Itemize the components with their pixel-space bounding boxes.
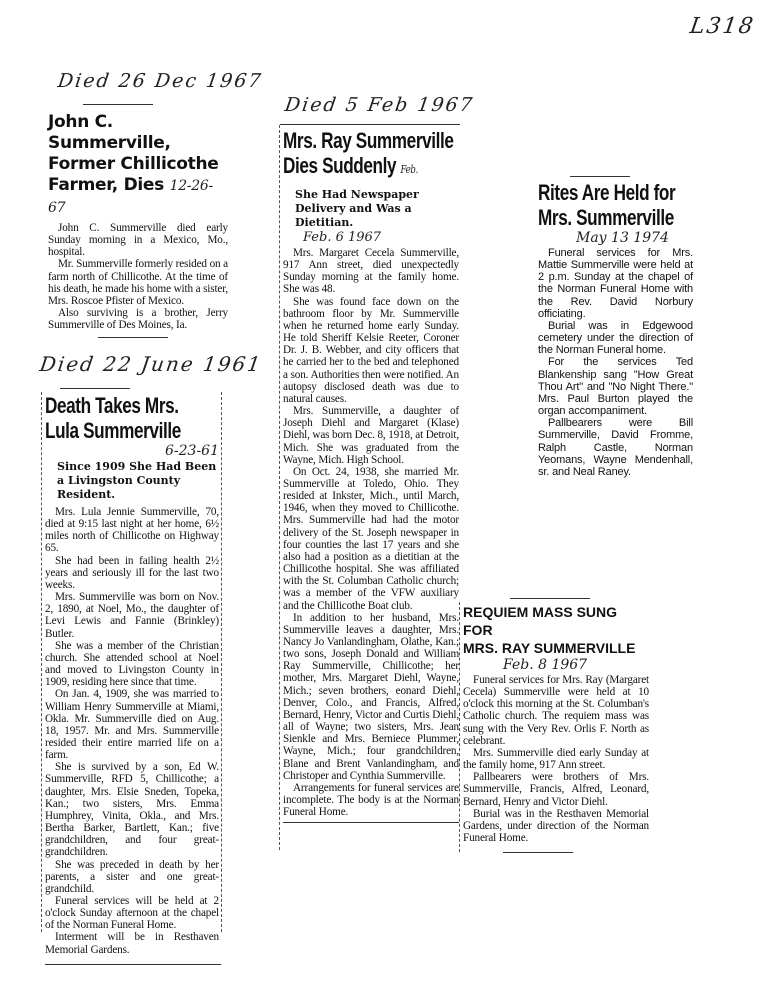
paragraph: On Oct. 24, 1938, she married Mr. Summerville at Toledo, Ohio. They resided at Inkster, Mich., until March, 1946, when they moved to Chillicothe. Mrs. Summerville had had the motor delivery of the St. Joseph newspaper in four counties the last 17 years and she also had a position as a dietitian at the Chillicothe hospital. She was affiliated with the St. Columban Catholic church; was a member of the VFW auxiliary and the Chillicothe Boat club. bbox=[283, 465, 459, 612]
headline bbox=[45, 393, 181, 443]
article-body bbox=[538, 247, 693, 478]
headline-line: Dies Suddenly bbox=[283, 153, 397, 178]
paragraph: Funeral services will be held at 2 o'clock Sunday afternoon at the chapel of the Norman Funeral Home. bbox=[45, 895, 219, 932]
paragraph: Funeral services for Mrs. Mattie Summerville were held at 2 p.m. Sunday at the chapel of the Norman Funeral Home with the Rev. David Norbury officiating. bbox=[538, 247, 693, 320]
handwritten-annotation: Feb. bbox=[400, 163, 418, 176]
headline-line: Mrs. Ray Summerville bbox=[283, 128, 454, 153]
headline-line: Farmer, Dies bbox=[48, 175, 164, 195]
clipping-ray-summerville bbox=[283, 128, 459, 823]
paragraph: Mrs. Summerville, a daughter of Joseph Diehl and Margaret (Klase) Diehl, was born Dec. 8, 1918, at Detroit, Mich. She was graduated from the Wayne, Mich. High School. bbox=[283, 405, 459, 466]
paragraph: In addition to her husband, Mrs. Summerville leaves a daughter, Mrs. Nancy Jo Vanlandingham, Olathe, Kan.; two sons, Joseph Donald and William Ray Summerville, Chillicothe; her mother, Mrs. Margaret Diehl, Wayne, Mich.; seven brothers, eonard Diehl, Denver, Colo., and Francis, Alfred, Bernard, Henry, Victor and Curtis Diehl, all of Wayne; two sisters, Mrs. Jean Sienkle and Mrs. Berniece Plummer, Wayne, Mich.; four grandchildren, Blane and Brent Vanlandingham, and Christoper and Cynthia Summerville. bbox=[283, 611, 459, 782]
paragraph: Mrs. Margaret Cecela Summerville, 917 Ann street, died unexpectedly Sunday morning at the family home. She was 48. bbox=[283, 247, 459, 296]
clipping-lula-summerville bbox=[45, 393, 219, 965]
paragraph: Burial was in the Resthaven Memorial Gardens, under direction of the Norman Funeral Home. bbox=[463, 807, 649, 845]
headline-line: Former Chillicothe bbox=[48, 154, 219, 174]
handwritten-annotation: Feb. 8 1967 bbox=[503, 657, 588, 673]
article-body bbox=[283, 247, 459, 818]
handwritten-death-date: Died 5 Feb 1967 bbox=[283, 94, 476, 116]
paragraph: Funeral services for Mrs. Ray (Margaret Cecela) Summerville were held at 10 o'clock this morning at the St. Columban's Catholic church. The requiem mass was sung with the Very Rev. Orlis F. North as celebrant. bbox=[463, 674, 649, 747]
paragraph: Pallbearers were Bill Summerville, David Fromme, Ralph Castle, Norman Yeomans, Wayne Mendenhall, sr. and Neal Raney. bbox=[538, 417, 693, 478]
paragraph: Mrs. Summerville was born on Nov. 2, 1890, at Noel, Mo., the daughter of Levi Lewis and Fannie (Brinkley) Butler. bbox=[45, 591, 219, 640]
article-body bbox=[45, 506, 219, 956]
paragraph: She was preceded in death by her parents, a sister and one great-grandchild. bbox=[45, 858, 219, 895]
handwritten-annotation: 6-23-61 bbox=[165, 443, 219, 459]
paragraph: Interment will be in Resthaven Memorial Gardens. bbox=[45, 931, 219, 956]
paragraph: Mrs. Lula Jennie Summerville, 70, died at 9:15 last night at her home, 6½ miles north of Chillicothe on Highway 65. bbox=[45, 506, 219, 555]
paragraph: Mrs. Summerville died early Sunday at the family home, 917 Ann street. bbox=[463, 746, 649, 772]
headline-line: Lula Summerville bbox=[45, 418, 181, 443]
paragraph: Also surviving is a brother, Jerry Summerville of Des Moines, Ia. bbox=[48, 307, 228, 332]
paragraph: John C. Summerville died early Sunday morning in a Mexico, Mo., hospital. bbox=[48, 222, 228, 259]
paragraph: For the services Ted Blankenship sang "How Great Thou Art" and "No Night There." Mrs. Paul Burton played the organ accompaniment. bbox=[538, 356, 693, 418]
paragraph: Burial was in Edgewood cemetery under the direction of the Norman Funeral home. bbox=[538, 319, 693, 357]
paragraph: She is survived by a son, Ed W. Summerville, RFD 5, Chillicothe; a daughter, Mrs. Elsie Sneden, Topeka, Kan.; two sisters, Mrs. Emma Humphrey, Vinita, Okla., and Mrs. Bertha Barker, Bartlett, Kan.; five grandchildren, and four great-grandchildren. bbox=[45, 761, 219, 859]
paragraph: She was found face down on the bathroom floor by Mr. Summerville when he returned home early Sunday. He told Sheriff Kelsie Reeter, Coroner Dr. J. B. Webber, and city officers that he carried her to the bed and telephoned a son. Authorities then were notified. An autopsy disclosed death was due to natural causes. bbox=[283, 295, 459, 405]
article-body bbox=[48, 222, 228, 331]
paragraph: She had been in failing health 2½ years and seriously ill for the last two weeks. bbox=[45, 554, 219, 591]
headline bbox=[538, 180, 676, 230]
headline-line: John C. Summerville, bbox=[48, 112, 171, 153]
handwritten-death-date: Died 22 June 1961 bbox=[38, 352, 264, 376]
subheadline: She Had Newspaper Delivery and Was a Dietitian. bbox=[295, 188, 419, 229]
subheadline: Since 1909 She Had Been a Livingston County Resident. bbox=[57, 460, 217, 501]
headline-line: Death Takes Mrs. bbox=[45, 393, 179, 418]
paragraph: Mr. Summerville formerly resided on a farm north of Chillicothe. At the time of his death, he made his home with a sister, Mrs. Roscoe Pfister of Mexico. bbox=[48, 258, 228, 307]
paragraph: Pallbearers were brothers of Mrs. Summerville, Francis, Alfred, Leonard, Bernard, Henry and Victor Diehl. bbox=[463, 771, 649, 808]
paragraph: Arrangements for funeral services are incomplete. The body is at the Norman Funeral Home. bbox=[283, 781, 459, 819]
handwritten-annotation: May 13 1974 bbox=[576, 230, 669, 246]
handwritten-death-date: Died 26 Dec 1967 bbox=[56, 70, 265, 92]
headline-line: Mrs. Summerville bbox=[538, 205, 674, 230]
page-number-handwritten: L318 bbox=[688, 14, 757, 39]
headline-line: MRS. RAY SUMMERVILLE bbox=[463, 640, 636, 656]
headline-line: REQUIEM MASS SUNG FOR bbox=[463, 604, 618, 638]
handwritten-annotation: Feb. 6 1967 bbox=[303, 230, 382, 245]
paragraph: On Jan. 4, 1909, she was married to William Henry Summerville at Miami, Okla. Mr. Summerville died on Aug. 18, 1957. Mr. and Mrs. Summerville resided their entire married life on a farm. bbox=[45, 688, 219, 762]
clipping-john-summerville bbox=[48, 100, 228, 338]
headline bbox=[463, 603, 649, 657]
handwritten-annotation: 12-26-67 bbox=[48, 178, 213, 216]
headline bbox=[48, 112, 228, 219]
clipping-requiem-mass bbox=[463, 603, 649, 853]
paragraph: She was a member of the Christian church. She attended school at Noel and moved to Livingston County in 1909, residing here since that time. bbox=[45, 639, 219, 689]
article-body bbox=[463, 674, 649, 844]
clipping-rites-mattie-summerville bbox=[538, 180, 693, 478]
headline-line: Rites Are Held for bbox=[538, 180, 676, 205]
headline bbox=[283, 128, 454, 182]
